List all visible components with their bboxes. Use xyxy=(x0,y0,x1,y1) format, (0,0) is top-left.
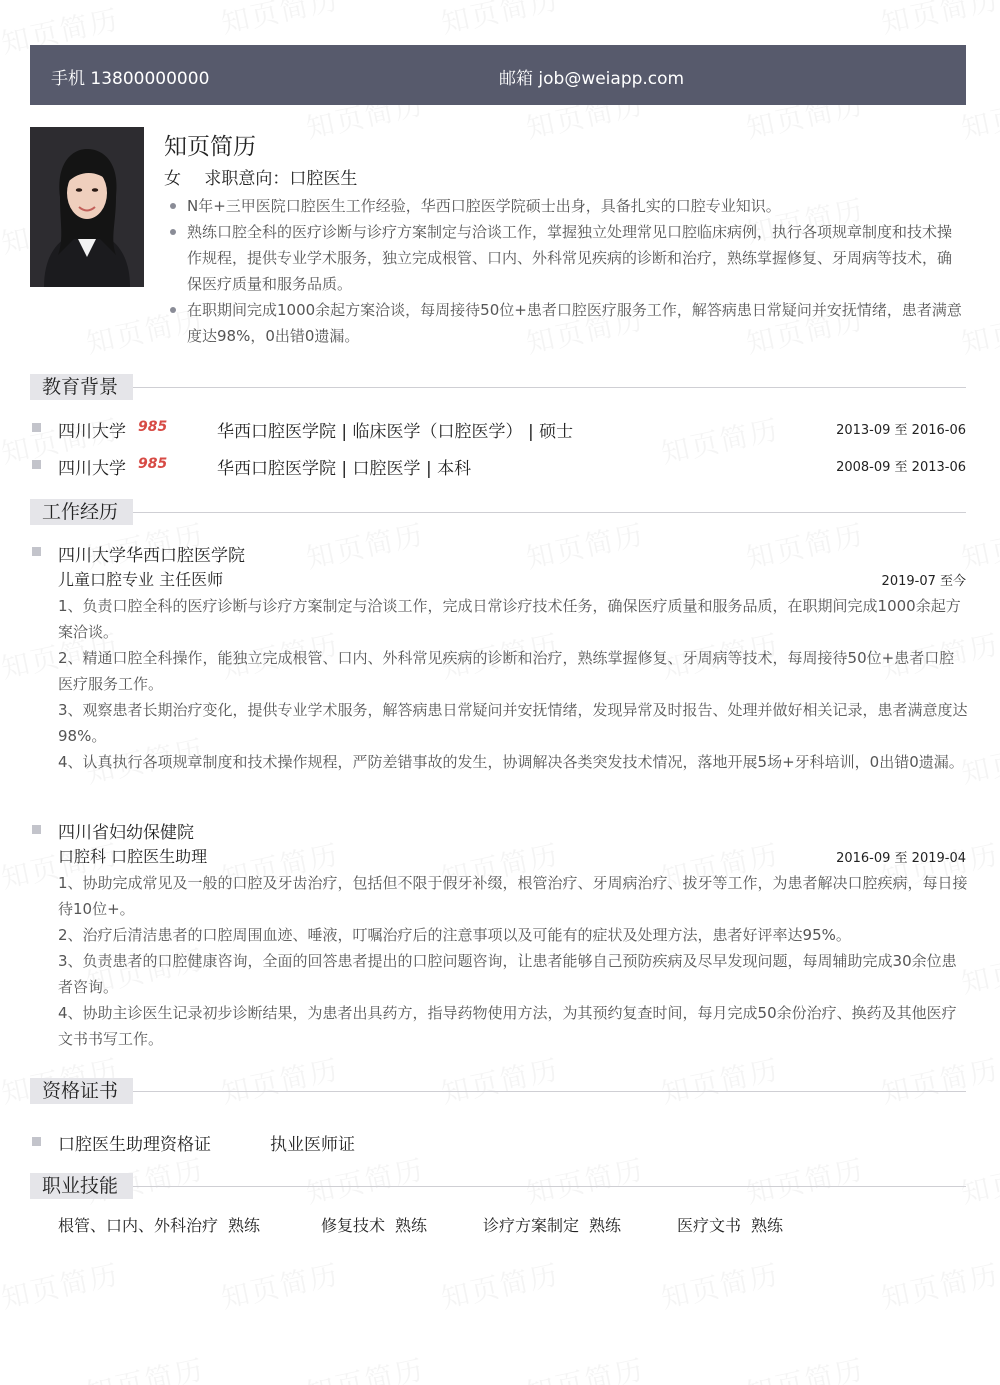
summary-item: 熟练口腔全科的医疗诊断与诊疗方案制定与洽谈工作，掌握独立处理常见口腔临床病例，执行各项规章制度和技术操作规程，提供专业学术服务，独立完成根管、口内、外科常见疾病的诊断和治疗，熟练掌握修复、牙周病等技术，确保医疗质量和服务品质。 xyxy=(164,219,964,297)
profile-photo xyxy=(30,127,144,287)
education-date: 2013-09 至 2016-06 xyxy=(836,423,966,438)
work-duty: 1、负责口腔全科的医疗诊断与诊疗方案制定与洽谈工作，完成日常诊疗技术任务，确保医疗质量和服务品质，在职期间完成1000余起方案洽谈。 xyxy=(58,597,961,641)
watermark xyxy=(657,1253,783,1317)
contact-bar xyxy=(30,45,966,105)
work-duty: 4、协助主诊医生记录初步诊断结果，为患者出具药方，指导药物使用方法，为其预约复查时间，每月完成50余份治疗、换药及其他医疗文书书写工作。 xyxy=(58,1004,957,1048)
section-title: 教育背景 xyxy=(30,374,133,400)
rank-badge: 985 xyxy=(138,456,168,472)
work-duty: 1、协助完成常见及一般的口腔及牙齿治疗，包括但不限于假牙补缀，根管治疗、牙周病治疗、拔牙等工作，为患者解决口腔疾病，每日接待10位+。 xyxy=(58,874,968,918)
candidate-name: 知页简历 xyxy=(164,134,256,160)
work-duty: 4、认真执行各项规章制度和技术操作规程，严防差错事故的发生，协调解决各类突发技术情况，落地开展5场+牙科培训，0出错0遗漏。 xyxy=(58,753,964,771)
watermark xyxy=(0,1253,123,1317)
education-date: 2008-09 至 2013-06 xyxy=(836,460,966,475)
education-school: 四川大学 xyxy=(58,422,126,442)
gender-text: 女 xyxy=(164,169,181,189)
email-text: 邮箱 job@weiapp.com xyxy=(499,69,685,89)
certificate-item: 执业医师证 xyxy=(270,1135,355,1155)
section-title: 资格证书 xyxy=(30,1078,133,1104)
section-title: 工作经历 xyxy=(30,499,133,525)
work-organization: 四川省妇幼保健院 xyxy=(58,823,194,843)
watermark xyxy=(302,1348,428,1385)
work-duty: 2、治疗后清洁患者的口腔周围血迹、唾液，叮嘱治疗后的注意事项以及可能有的症状及处理方法，患者好评率达95%。 xyxy=(58,926,851,944)
skill-level: 熟练 xyxy=(395,1216,428,1235)
section-divider xyxy=(30,387,966,388)
skill-item xyxy=(58,1213,260,1236)
work-role: 儿童口腔专业 主任医师 xyxy=(58,570,224,589)
square-bullet-icon xyxy=(32,825,41,834)
square-bullet-icon xyxy=(32,1137,41,1146)
section-header-education xyxy=(30,374,966,400)
work-duty-list xyxy=(58,593,968,775)
work-date: 2019-07 至今 xyxy=(881,574,966,589)
square-bullet-icon xyxy=(32,460,41,469)
section-title: 职业技能 xyxy=(30,1173,133,1199)
section-divider xyxy=(30,1186,966,1187)
summary-list xyxy=(164,193,964,349)
section-header-work xyxy=(30,499,966,525)
work-organization: 四川大学华西口腔医学院 xyxy=(58,546,245,566)
work-duty: 3、观察患者长期治疗变化，提供专业学术服务，解答病患日常疑问并安抚情绪，发现异常及时报告、处理并做好相关记录，患者满意度达98%。 xyxy=(58,701,968,745)
section-header-certificates xyxy=(30,1078,966,1104)
work-role: 口腔科 口腔医生助理 xyxy=(58,847,208,866)
skill-level: 熟练 xyxy=(751,1216,784,1235)
education-detail: 华西口腔医学院 | 口腔医学 | 本科 xyxy=(217,459,472,479)
rank-badge: 985 xyxy=(138,419,168,435)
skill-item xyxy=(677,1213,783,1236)
section-header-skills xyxy=(30,1173,966,1199)
work-date: 2016-09 至 2019-04 xyxy=(836,851,966,866)
watermark xyxy=(742,1348,868,1385)
watermark xyxy=(82,1348,208,1385)
education-school: 四川大学 xyxy=(58,459,126,479)
skill-name: 修复技术 xyxy=(321,1216,386,1235)
work-duty-list xyxy=(58,870,968,1052)
square-bullet-icon xyxy=(32,547,41,556)
work-duty: 3、负责患者的口腔健康咨询，全面的回答患者提出的口腔问题咨询，让患者能够自己预防疾病及尽早发现问题，每周辅助完成30余位患者咨询。 xyxy=(58,952,957,996)
job-intent-text: 求职意向：口腔医生 xyxy=(204,169,358,189)
watermark xyxy=(657,408,783,472)
skill-name: 医疗文书 xyxy=(677,1216,742,1235)
watermark xyxy=(877,0,1000,42)
section-divider xyxy=(30,512,966,513)
portrait-illustration xyxy=(30,127,144,287)
skill-level: 熟练 xyxy=(589,1216,622,1235)
skill-level: 熟练 xyxy=(228,1216,261,1235)
skill-name: 根管、口内、外科治疗 xyxy=(58,1216,219,1235)
square-bullet-icon xyxy=(32,423,41,432)
watermark xyxy=(522,1348,648,1385)
skill-name: 诊疗方案制定 xyxy=(483,1216,580,1235)
watermark xyxy=(437,0,563,42)
job-intent-line xyxy=(164,164,357,189)
skill-item xyxy=(483,1213,621,1236)
phone-text: 手机 13800000000 xyxy=(51,69,210,89)
education-detail: 华西口腔医学院 | 临床医学（口腔医学） | 硕士 xyxy=(217,422,574,442)
summary-item: N年+三甲医院口腔医生工作经验，华西口腔医学院硕士出身，具备扎实的口腔专业知识。 xyxy=(164,193,964,219)
watermark xyxy=(437,1253,563,1317)
section-divider xyxy=(30,1091,966,1092)
work-duty: 2、精通口腔全科操作，能独立完成根管、口内、外科常见疾病的诊断和治疗，熟练掌握修复、牙周病等技术，每周接待50位+患者口腔医疗服务工作。 xyxy=(58,649,955,693)
summary-item: 在职期间完成1000余起方案洽谈，每周接待50位+患者口腔医疗服务工作，解答病患日常疑问并安抚情绪，患者满意度达98%，0出错0遗漏。 xyxy=(164,297,964,349)
watermark xyxy=(217,0,343,42)
skill-item xyxy=(321,1213,427,1236)
certificate-item: 口腔医生助理资格证 xyxy=(58,1135,211,1155)
watermark xyxy=(877,1253,1000,1317)
watermark xyxy=(217,1253,343,1317)
